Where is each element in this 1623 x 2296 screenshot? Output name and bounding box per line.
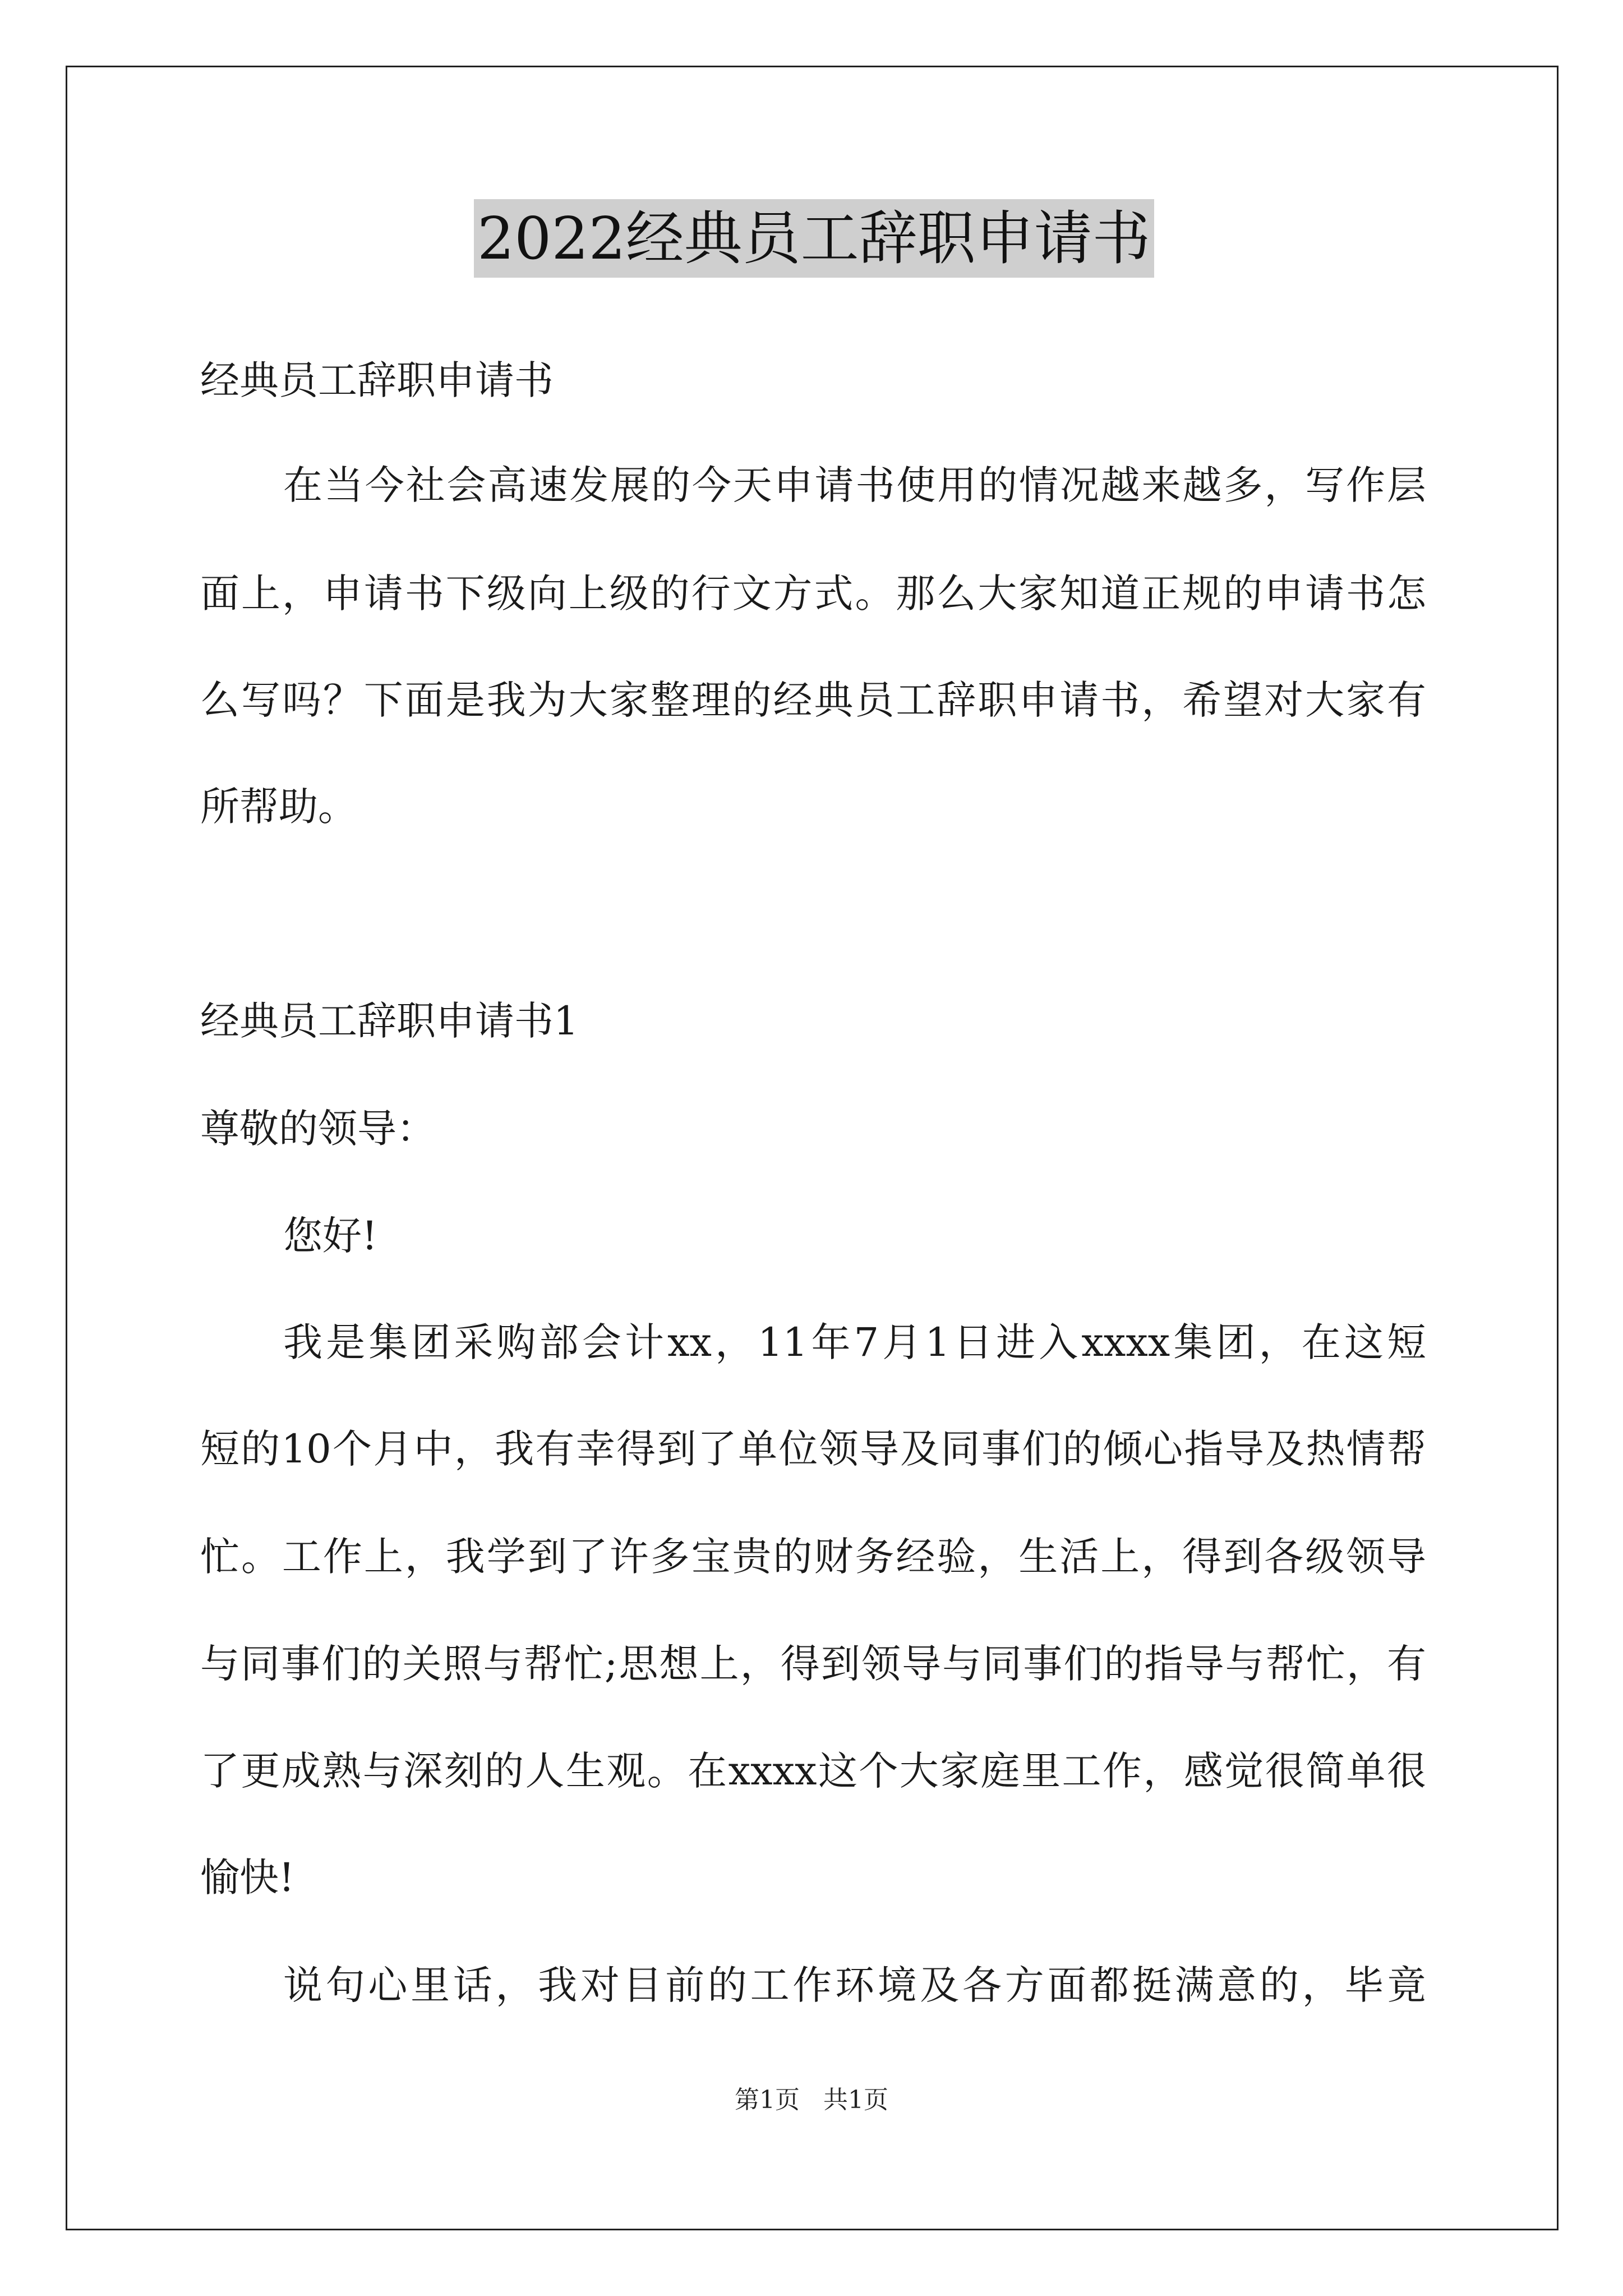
intro-line: 面上，申请书下级向上级的行文方式。那么大家知道正规的申请书怎 — [200, 570, 1426, 616]
document-title: 2022经典员工辞职申请书 — [474, 199, 1154, 278]
section-heading: 经典员工辞职申请书1 — [200, 998, 579, 1044]
body-line: 愉快! — [200, 1855, 295, 1901]
body-line: 忙。工作上，我学到了许多宝贵的财务经验，生活上，得到各级领导 — [200, 1534, 1426, 1580]
intro-line: 所帮助。 — [200, 784, 357, 830]
body-line: 与同事们的关照与帮忙;思想上，得到领导与同事们的指导与帮忙，有 — [200, 1641, 1426, 1687]
body-line: 了更成熟与深刻的人生观。在xxxx这个大家庭里工作，感觉很简单很 — [200, 1748, 1426, 1794]
greeting: 您好! — [283, 1213, 378, 1259]
page-indicator: 第1页 共1页 — [735, 2086, 888, 2114]
intro-line: 在当今社会高速发展的今天申请书使用的情况越来越多，写作层 — [283, 462, 1426, 508]
body-line: 短的10个月中，我有幸得到了单位领导及同事们的倾心指导及热情帮 — [200, 1426, 1426, 1472]
intro-line: 么写吗？下面是我为大家整理的经典员工辞职申请书，希望对大家有 — [200, 677, 1426, 723]
document-subtitle: 经典员工辞职申请书 — [200, 357, 554, 403]
salutation: 尊敬的领导： — [200, 1106, 436, 1152]
body-line: 我是集团采购部会计xx，11年7月1日进入xxxx集团，在这短 — [283, 1319, 1426, 1365]
body-line: 说句心里话，我对目前的工作环境及各方面都挺满意的，毕竟 — [283, 1962, 1426, 2008]
